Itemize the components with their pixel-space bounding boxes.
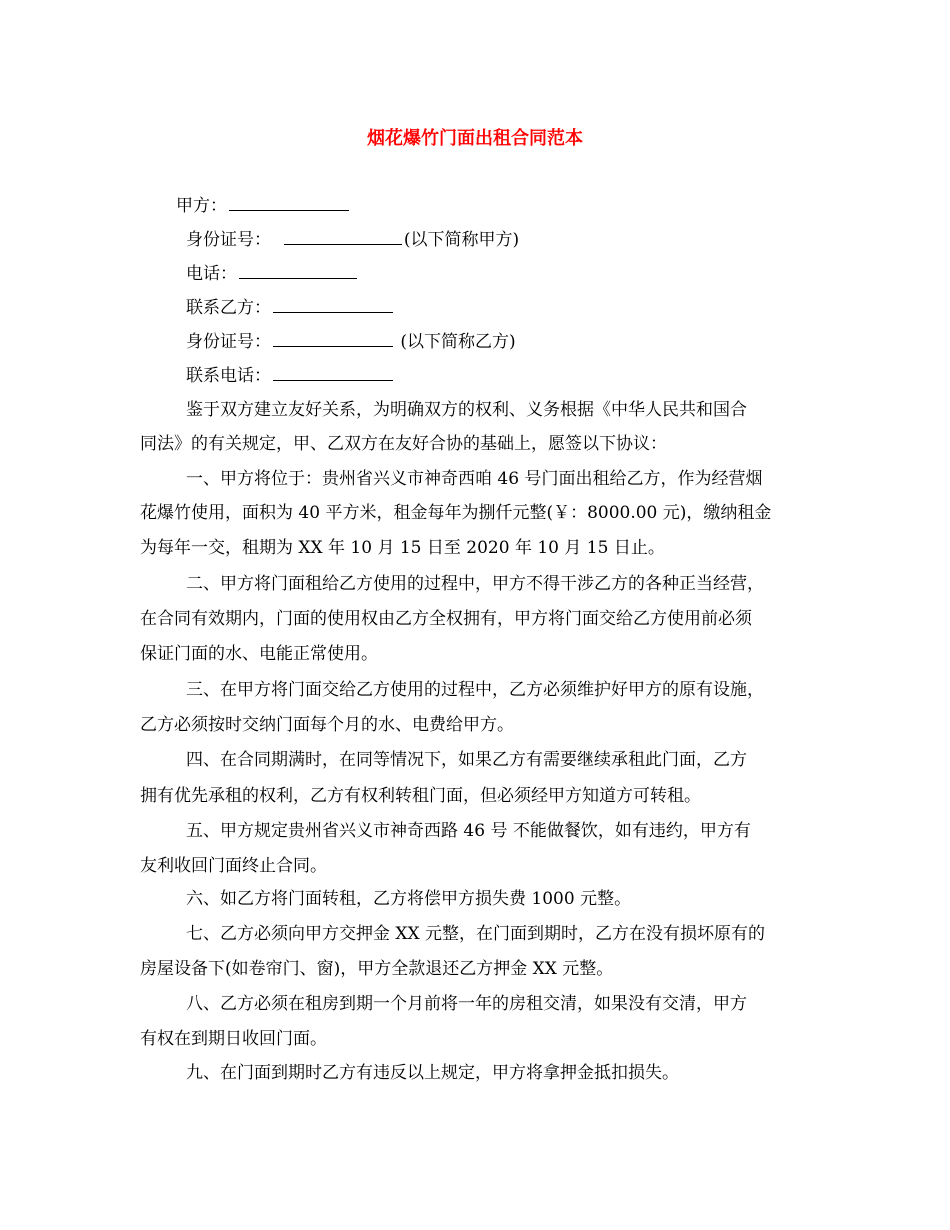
body-line: 六、如乙方将门面转租，乙方将偿甲方损失费 1000 元整。	[186, 889, 632, 909]
blank-line	[273, 332, 393, 347]
blank-line	[239, 264, 357, 279]
field-label: 身份证号：	[186, 332, 271, 352]
body-line: 九、在门面到期时乙方有违反以上规定，甲方将拿押金抵扣损失。	[186, 1063, 679, 1083]
field-label: 身份证号：	[186, 230, 271, 250]
body-line: 三、在甲方将门面交给乙方使用的过程中，乙方必须维护好甲方的原有设施，	[186, 680, 764, 700]
document-title: 烟花爆竹门面出租合同范本	[367, 128, 583, 149]
blank-line	[273, 298, 393, 313]
body-line: 拥有优先承租的权利，乙方有权利转租门面，但必须经甲方知道方可转租。	[140, 786, 701, 806]
field-label: 甲方：	[176, 196, 227, 216]
field-label: 联系电话：	[186, 366, 271, 386]
field-label: 联系乙方：	[186, 298, 271, 318]
field-suffix: (以下简称甲方)	[403, 230, 520, 250]
blank-line	[229, 196, 349, 211]
body-line: 在合同有效期内，门面的使用权由乙方全权拥有，甲方将门面交给乙方使用前必须	[140, 609, 752, 629]
body-line: 花爆竹使用，面积为 40 平方米，租金每年为捌仟元整(￥：8000.00 元)，缴纳租金	[140, 503, 772, 523]
field-label: 电话：	[186, 264, 237, 284]
field-party-b-id	[186, 332, 516, 352]
body-line: 为每年一交，租期为 XX 年 10 月 15 日至 2020 年 10 月 15 日止。	[140, 538, 665, 558]
field-party-b-phone	[186, 366, 395, 386]
body-line: 八、乙方必须在租房到期一个月前将一年的房租交清，如果没有交清，甲方	[186, 994, 747, 1014]
body-line: 二、甲方将门面租给乙方使用的过程中，甲方不得干涉乙方的各种正当经营，	[186, 574, 764, 594]
body-line: 保证门面的水、电能正常使用。	[140, 644, 378, 664]
body-line: 鉴于双方建立友好关系，为明确双方的权利、义务根据《中华人民共和国合	[186, 400, 747, 420]
body-line: 房屋设备下(如卷帘门、窗)，甲方全款退还乙方押金 XX 元整。	[140, 959, 614, 979]
body-line: 同法》的有关规定，甲、乙双方在友好合协的基础上，愿签以下协议：	[140, 434, 667, 454]
blank-line	[284, 230, 402, 245]
body-line: 一、甲方将位于：贵州省兴义市神奇西咱 46 号门面出租给乙方，作为经营烟	[186, 469, 763, 489]
field-party-b	[186, 298, 395, 318]
field-party-a-phone	[186, 264, 359, 284]
field-party-a	[176, 196, 351, 216]
body-line: 乙方必须按时交纳门面每个月的水、电费给甲方。	[140, 715, 514, 735]
field-suffix: (以下简称乙方)	[395, 332, 516, 352]
blank-line	[273, 366, 393, 381]
body-line: 四、在合同期满时，在同等情况下，如果乙方有需要继续承租此门面，乙方	[186, 750, 747, 770]
body-line: 有权在到期日收回门面。	[140, 1029, 327, 1049]
body-line: 友利收回门面终止合同。	[140, 856, 327, 876]
field-party-a-id	[186, 230, 519, 250]
body-line: 七、乙方必须向甲方交押金 XX 元整，在门面到期时，乙方在没有损坏原有的	[186, 924, 766, 944]
body-line: 五、甲方规定贵州省兴义市神奇西路 46 号 不能做餐饮，如有违约，甲方有	[186, 821, 751, 841]
